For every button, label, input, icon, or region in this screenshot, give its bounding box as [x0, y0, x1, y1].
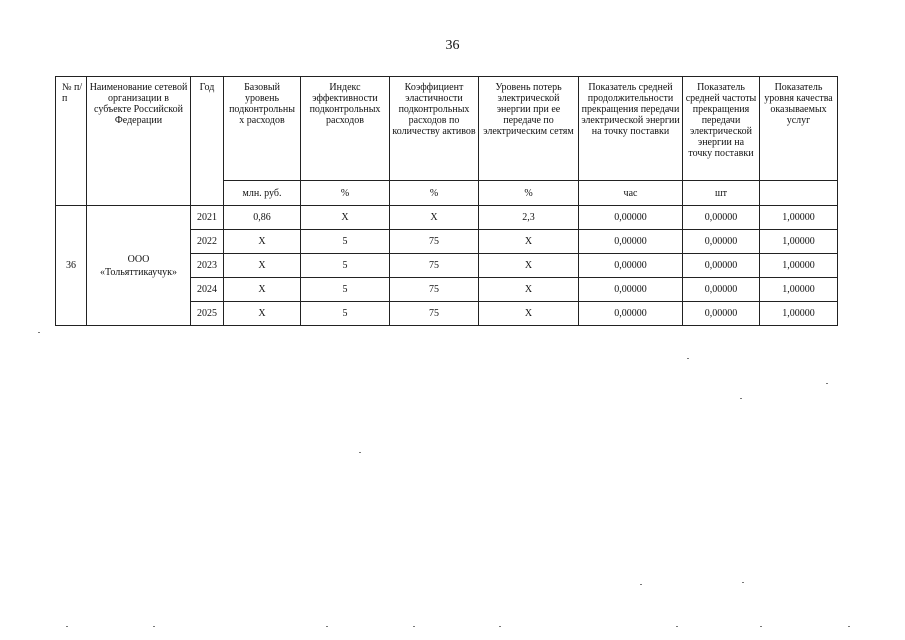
cell-elasticity-coefficient: 75: [390, 278, 479, 302]
cell-service-quality: 1,00000: [760, 230, 838, 254]
header-base-costs: Базовый уровень подконтрольны х расходов: [224, 77, 301, 181]
scan-speck: [499, 626, 501, 627]
unit-average-frequency: шт: [683, 181, 760, 206]
header-organization-name: Наименование сетевой организации в субъекте Российской Федерации: [87, 77, 191, 206]
scan-speck: [153, 626, 155, 627]
scan-speck: [359, 452, 361, 453]
organization-name: [87, 206, 191, 326]
scan-speck: [38, 332, 40, 333]
header-service-quality: Показатель уровня качества оказываемых услуг: [760, 77, 838, 181]
cell-loss-level: X: [479, 302, 579, 326]
cell-service-quality: 1,00000: [760, 254, 838, 278]
cell-loss-level: X: [479, 254, 579, 278]
scan-speck: [413, 626, 415, 627]
cell-elasticity-coefficient: 75: [390, 230, 479, 254]
cell-service-quality: 1,00000: [760, 302, 838, 326]
unit-service-quality: [760, 181, 838, 206]
cell-efficiency-index: 5: [301, 278, 390, 302]
cell-loss-level: 2,3: [479, 206, 579, 230]
table-row: [56, 206, 838, 230]
page-number: 36: [445, 38, 460, 53]
scan-speck: [848, 626, 850, 627]
cell-average-duration: 0,00000: [579, 230, 683, 254]
cell-loss-level: X: [479, 230, 579, 254]
scan-speck: [742, 582, 744, 583]
scan-speck: [826, 383, 828, 384]
cell-average-duration: 0,00000: [579, 302, 683, 326]
header-year: Год: [191, 77, 224, 206]
cell-base-costs: X: [224, 278, 301, 302]
organization-name-line1: ООО: [127, 253, 150, 265]
unit-base-costs: млн. руб.: [224, 181, 301, 206]
tariff-table: [55, 76, 838, 326]
cell-year: 2022: [191, 230, 224, 254]
cell-average-frequency: 0,00000: [683, 278, 760, 302]
scan-speck: [640, 584, 642, 585]
cell-year: 2023: [191, 254, 224, 278]
scan-speck: [66, 626, 68, 627]
header-average-duration: Показатель средней продолжительности прекращения передачи электрической энергии на точку поставки: [579, 77, 683, 181]
header-row: [56, 77, 838, 181]
cell-year: 2021: [191, 206, 224, 230]
header-loss-level: Уровень потерь электрической энергии при ее передаче по электрическим сетям: [479, 77, 579, 181]
cell-elasticity-coefficient: X: [390, 206, 479, 230]
cell-service-quality: 1,00000: [760, 278, 838, 302]
header-efficiency-index: Индекс эффективности подконтрольных расходов: [301, 77, 390, 181]
scan-speck: [740, 398, 742, 399]
cell-service-quality: 1,00000: [760, 206, 838, 230]
header-num: № п/п: [56, 77, 87, 206]
header-elasticity-coefficient: Коэффициент эластичности подконтрольных расходов по количеству активов: [390, 77, 479, 181]
unit-efficiency-index: %: [301, 181, 390, 206]
scan-speck: [326, 626, 328, 627]
cell-loss-level: X: [479, 278, 579, 302]
scan-speck: [760, 626, 762, 627]
cell-efficiency-index: 5: [301, 302, 390, 326]
header-average-frequency: Показатель средней частоты прекращения передачи электрической энергии на точку поставки: [683, 77, 760, 181]
cell-base-costs: X: [224, 230, 301, 254]
cell-year: 2024: [191, 278, 224, 302]
cell-average-duration: 0,00000: [579, 206, 683, 230]
cell-efficiency-index: 5: [301, 230, 390, 254]
cell-average-frequency: 0,00000: [683, 206, 760, 230]
cell-year: 2025: [191, 302, 224, 326]
organization-name-line2: «Тольяттикаучук»: [100, 266, 177, 278]
cell-elasticity-coefficient: 75: [390, 254, 479, 278]
cell-average-duration: 0,00000: [579, 254, 683, 278]
unit-loss-level: %: [479, 181, 579, 206]
cell-average-frequency: 0,00000: [683, 254, 760, 278]
cell-base-costs: X: [224, 254, 301, 278]
scan-speck: [676, 626, 678, 627]
cell-elasticity-coefficient: 75: [390, 302, 479, 326]
cell-efficiency-index: 5: [301, 254, 390, 278]
unit-average-duration: час: [579, 181, 683, 206]
cell-average-frequency: 0,00000: [683, 302, 760, 326]
cell-average-frequency: 0,00000: [683, 230, 760, 254]
unit-elasticity-coefficient: %: [390, 181, 479, 206]
cell-efficiency-index: X: [301, 206, 390, 230]
organization-number: 36: [56, 206, 87, 326]
scan-speck: [687, 358, 689, 359]
cell-average-duration: 0,00000: [579, 278, 683, 302]
cell-base-costs: 0,86: [224, 206, 301, 230]
cell-base-costs: X: [224, 302, 301, 326]
